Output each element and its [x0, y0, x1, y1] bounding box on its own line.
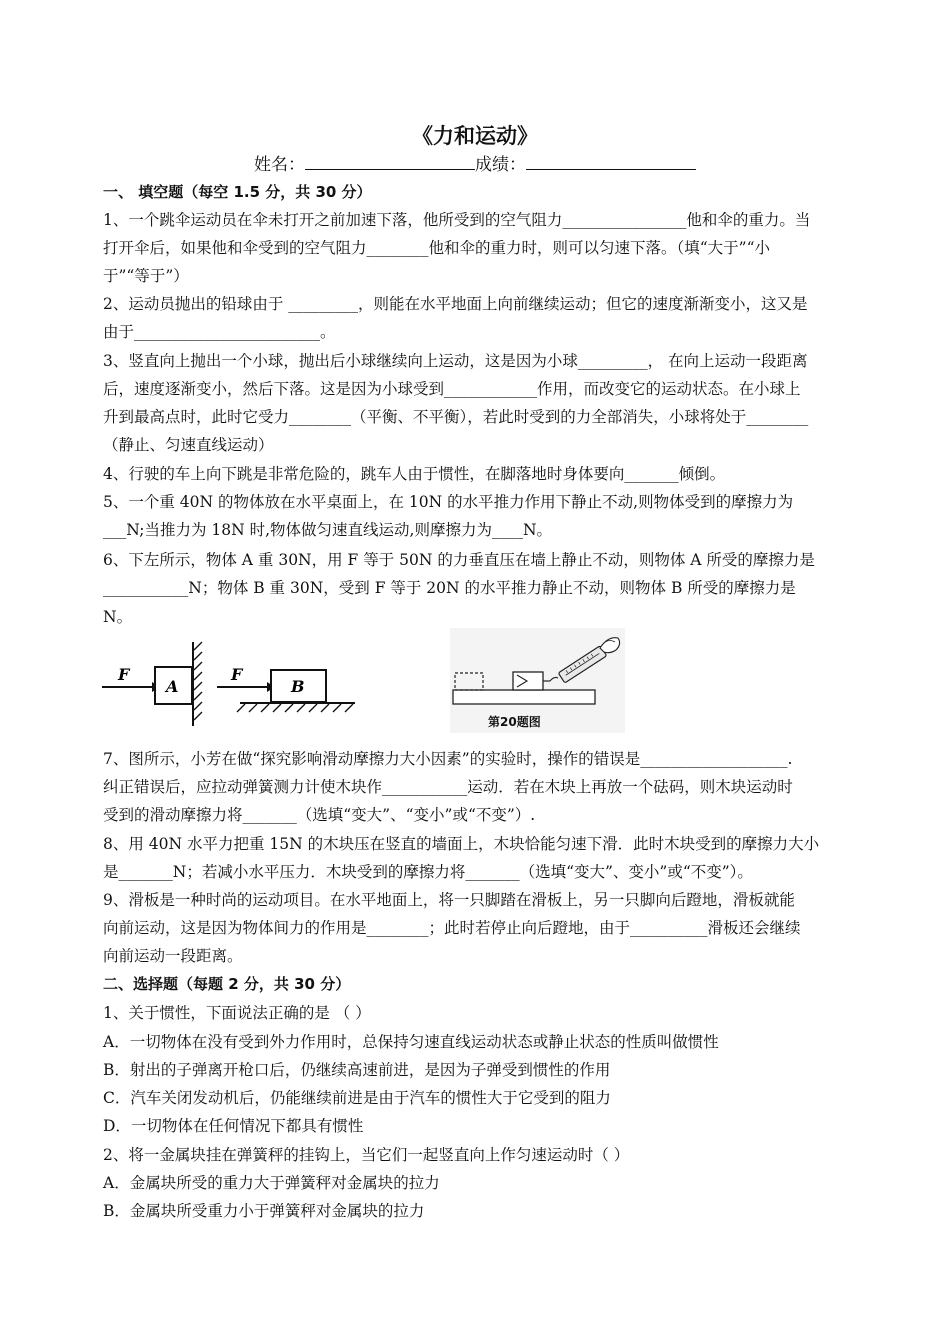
figure-20-caption: 第20题图: [488, 715, 541, 729]
q7-line-2: 纠正错误后，应拉动弹簧测力计使木块作___________运动．若在木块上再放一个砝码，则木块运动时: [103, 778, 793, 796]
q3-line-3: 升到最高点时，此时它受力________（平衡、不平衡），若此时受到的力全部消失，小球将处于________: [103, 408, 809, 426]
page-title: 《力和运动》: [412, 124, 538, 148]
q7-line-1: 7、图所示，小芳在做“探究影响滑动摩擦力大小因素”的实验时，操作的错误是___________________.: [103, 750, 793, 768]
q4-line-1: 4、行驶的车上向下跳是非常危险的，跳车人由于惯性，在脚落地时身体要向_______倾倒。: [103, 465, 726, 483]
mc1-option-c: C．汽车关闭发动机后，仍能继续前进是由于汽车的惯性大于它受到的阻力: [103, 1089, 611, 1107]
figure-20-spring-scale: [450, 628, 625, 733]
mc1-option-a: A．一切物体在没有受到外力作用时，总保持匀速直线运动状态或静止状态的性质叫做惯性: [103, 1033, 719, 1051]
figure-block-a: [100, 640, 210, 730]
q7-line-3: 受到的滑动摩擦力将_______（选填“变大”、“变小”或“不变”）.: [103, 806, 536, 824]
score-label: 成绩：: [475, 155, 526, 175]
mc1-option-d: D．一切物体在任何情况下都具有惯性: [103, 1117, 364, 1135]
q2-line-2: 由于________________________。: [103, 323, 336, 341]
q9-line-1: 9、滑板是一种时尚的运动项目。在水平地面上，将一只脚踏在滑板上，另一只脚向后蹬地，滑板就能: [103, 891, 795, 909]
q1-line-3: 于”“等于”）: [103, 267, 189, 285]
q8-line-2: 是_______N；若减小水平压力．木块受到的摩擦力将_______（选填“变大”、变小”或“不变”）。: [103, 863, 753, 881]
q5-line-2: ___N;当推力为 18N 时,物体做匀速直线运动,则摩擦力为____N。: [103, 521, 553, 539]
q1-line-2: 打开伞后，如果他和伞受到的空气阻力________他和伞的重力时，则可以匀速下落。（填“大于”“小: [103, 239, 771, 257]
name-label: 姓名：: [254, 155, 305, 175]
name-score-line: [0, 150, 950, 175]
force-f-label-b: F: [231, 665, 243, 684]
mc2-option-a: A．金属块所受的重力大于弹簧秤对金属块的拉力: [103, 1174, 440, 1192]
mc1-option-b: B．射出的子弹离开枪口后，仍继续高速前进，是因为子弹受到惯性的作用: [103, 1061, 611, 1079]
q3-line-1: 3、竖直向上抛出一个小球，抛出后小球继续向上运动，这是因为小球_________， 在向上运动一段距离: [103, 352, 808, 370]
q9-line-2: 向前运动，这是因为物体间力的作用是________；此时若停止向后蹬地，由于__________滑板还会继续: [103, 919, 801, 937]
name-blank: [305, 153, 475, 170]
q8-line-1: 8、用 40N 水平力把重 15N 的木块压在竖直的墙面上，木块恰能匀速下滑．此时木块受到的摩擦力大小: [103, 835, 820, 853]
q1-line-1: 1、一个跳伞运动员在伞未打开之前加速下落，他所受到的空气阻力________________他和伞的重力。当: [103, 211, 811, 229]
mc2-option-b: B．金属块所受重力小于弹簧秤对金属块的拉力: [103, 1202, 425, 1220]
figure-block-b: [215, 655, 360, 720]
q2-line-1: 2、运动员抛出的铅球由于 _________，则能在水平地面上向前继续运动；但它的速度渐渐变小，这又是: [103, 295, 808, 313]
section-fill-in-heading: 一、 填空题（每空 1.5 分，共 30 分）: [103, 183, 372, 201]
section-choice-heading: 二、选择题（每题 2 分，共 30 分）: [103, 975, 351, 993]
block-b-label: B: [291, 677, 305, 696]
q3-line-2: 后，速度逐渐变小，然后下落。这是因为小球受到____________作用，而改变它的运动状态。在小球上: [103, 380, 801, 398]
q6-line-2: ___________N；物体 B 重 30N，受到 F 等于 20N 的水平推力静止不动，则物体 B 所受的摩擦力是: [103, 579, 796, 597]
mc2-stem: 2、将一金属块挂在弹簧秤的挂钩上，当它们一起竖直向上作匀速运动时（ ）: [103, 1146, 630, 1164]
q6-line-3: N。: [103, 608, 133, 626]
q5-line-1: 5、一个重 40N 的物体放在水平桌面上，在 10N 的水平推力作用下静止不动,则物体受到的摩擦力为: [103, 493, 794, 511]
q6-line-1: 6、下左所示，物体 A 重 30N，用 F 等于 50N 的力垂直压在墙上静止不动，则物体 A 所受的摩擦力是: [103, 551, 815, 569]
block-a-label: A: [166, 677, 179, 696]
mc1-stem: 1、关于惯性，下面说法正确的是 （ ）: [103, 1004, 371, 1022]
force-f-label-a: F: [118, 665, 130, 684]
score-blank: [526, 153, 696, 170]
q9-line-3: 向前运动一段距离。: [103, 947, 243, 965]
q3-line-4: （静止、匀速直线运动）: [103, 436, 274, 454]
